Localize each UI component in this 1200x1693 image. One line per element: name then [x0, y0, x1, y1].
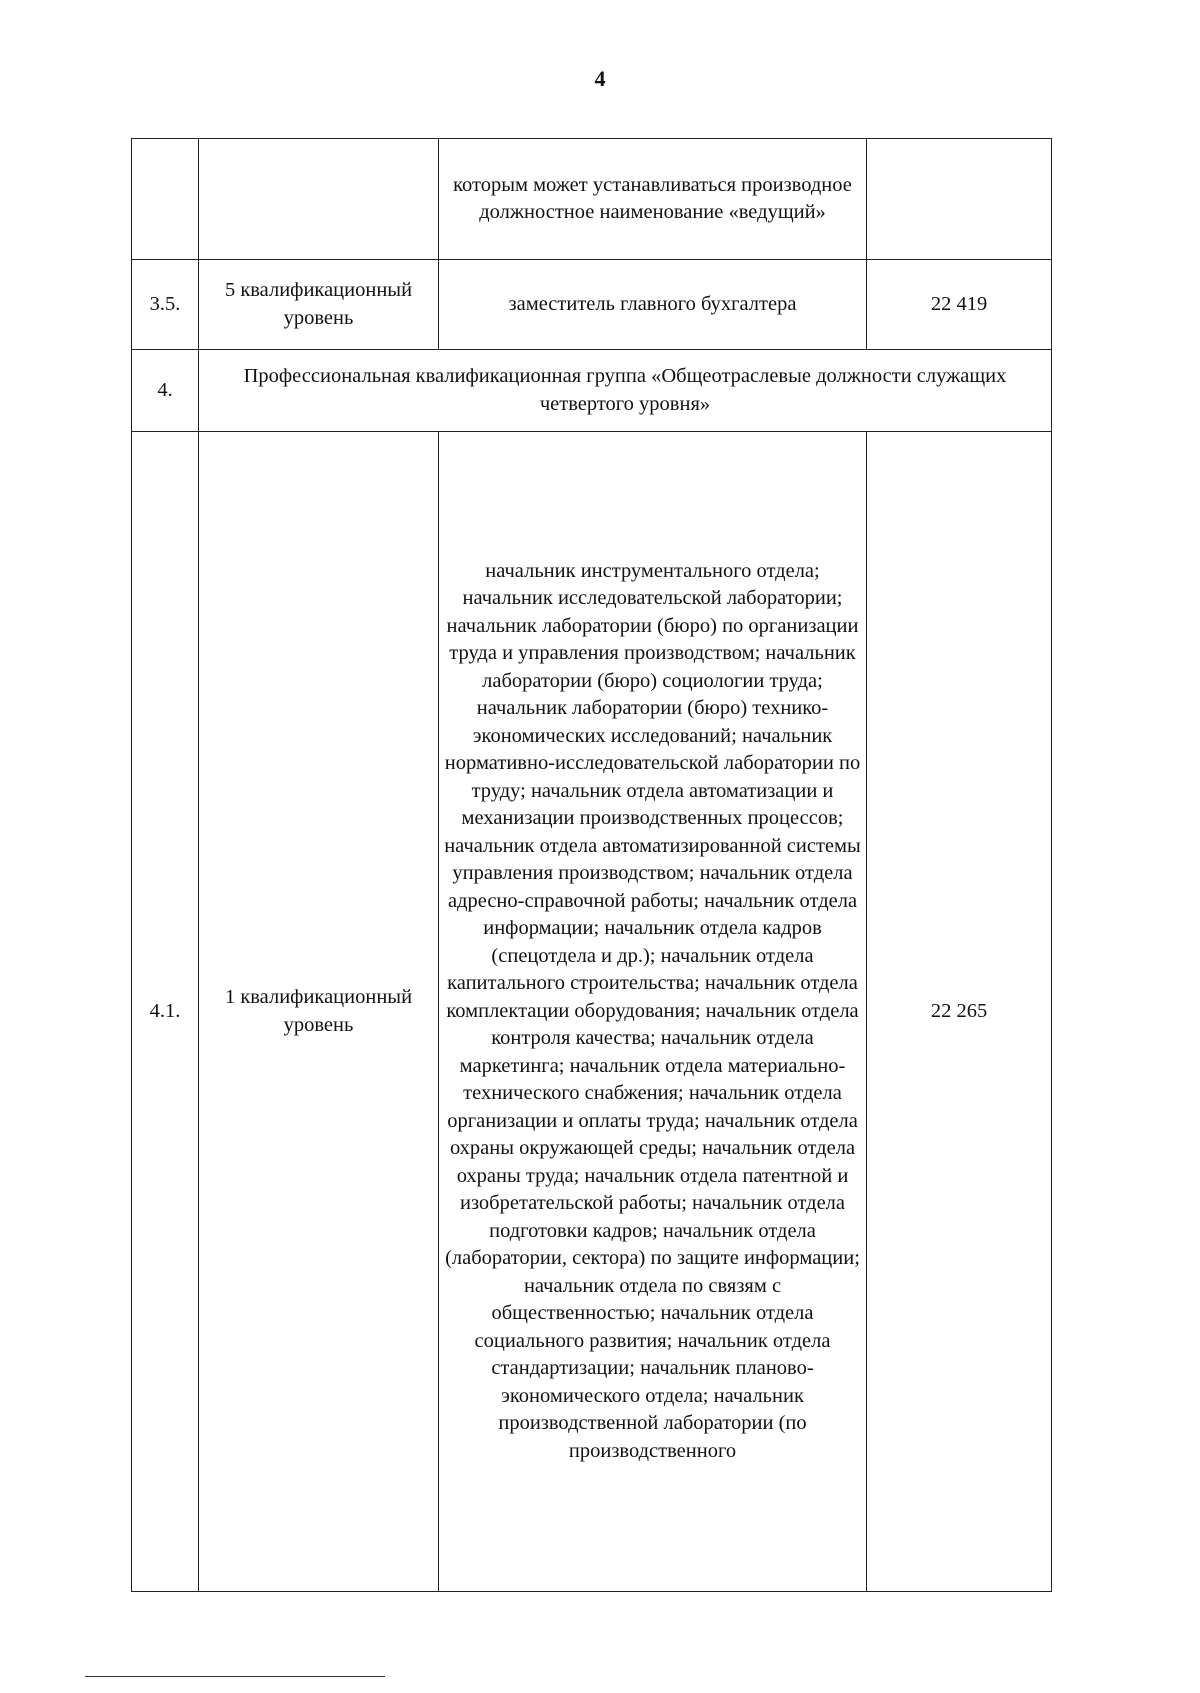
positions-cell: заместитель главного бухгалтера [439, 260, 867, 350]
salary-table [131, 138, 1052, 1592]
row-number-cell: 4. [132, 350, 199, 432]
footer-divider [85, 1676, 385, 1677]
page-number: 4 [594, 66, 606, 91]
qualification-level-cell: 5 квалификационный уровень [199, 260, 439, 350]
table-row-group-header [132, 350, 1052, 432]
positions-cell: начальник инструментального отдела; начальник исследовательской лаборатории; начальник лаборатории (бюро) по организации труда и управления производством; начальник лаборатории (бюро) социологии труда; начальник лаборатории (бюро) технико-экономических исследований; начальник нормативно-исследовательской лаборатории по труду; начальник отдела автоматизации и механизации производственных процессов; начальник отдела автоматизированной системы управления производством; начальник отдела адресно-справочной работы; начальник отдела информации; начальник отдела кадров (спецотдела и др.); начальник отдела капитального строительства; начальник отдела комплектации оборудования; начальник отдела контроля качества; начальник отдела маркетинга; начальник отдела материально-технического снабжения; начальник отдела организации и оплаты труда; начальник отдела охраны окружающей среды; начальник отдела охраны труда; начальник отдела патентной и изобретательской работы; начальник отдела подготовки кадров; начальник отдела (лаборатории, сектора) по защите информации; начальник отдела по связям с общественностью; начальник отдела социального развития; начальник отдела стандартизации; начальник планово-экономического отдела; начальник производственной лаборатории (по производственного [439, 432, 867, 1592]
qualification-level-cell [199, 139, 439, 260]
table-row [132, 139, 1052, 260]
row-number-cell: 4.1. [132, 432, 199, 1592]
professional-group-title: Профессиональная квалификационная группа «Общеотраслевые должности служащих четвертого уровня» [199, 350, 1052, 432]
row-number-cell [132, 139, 199, 260]
row-number-cell: 3.5. [132, 260, 199, 350]
salary-cell: 22 419 [867, 260, 1052, 350]
salary-cell: 22 265 [867, 432, 1052, 1592]
salary-cell [867, 139, 1052, 260]
positions-cell: которым может устанавливаться производное должностное наименование «ведущий» [439, 139, 867, 260]
table-row [132, 260, 1052, 350]
table-row [132, 432, 1052, 1592]
qualification-level-cell: 1 квалификационный уровень [199, 432, 439, 1592]
